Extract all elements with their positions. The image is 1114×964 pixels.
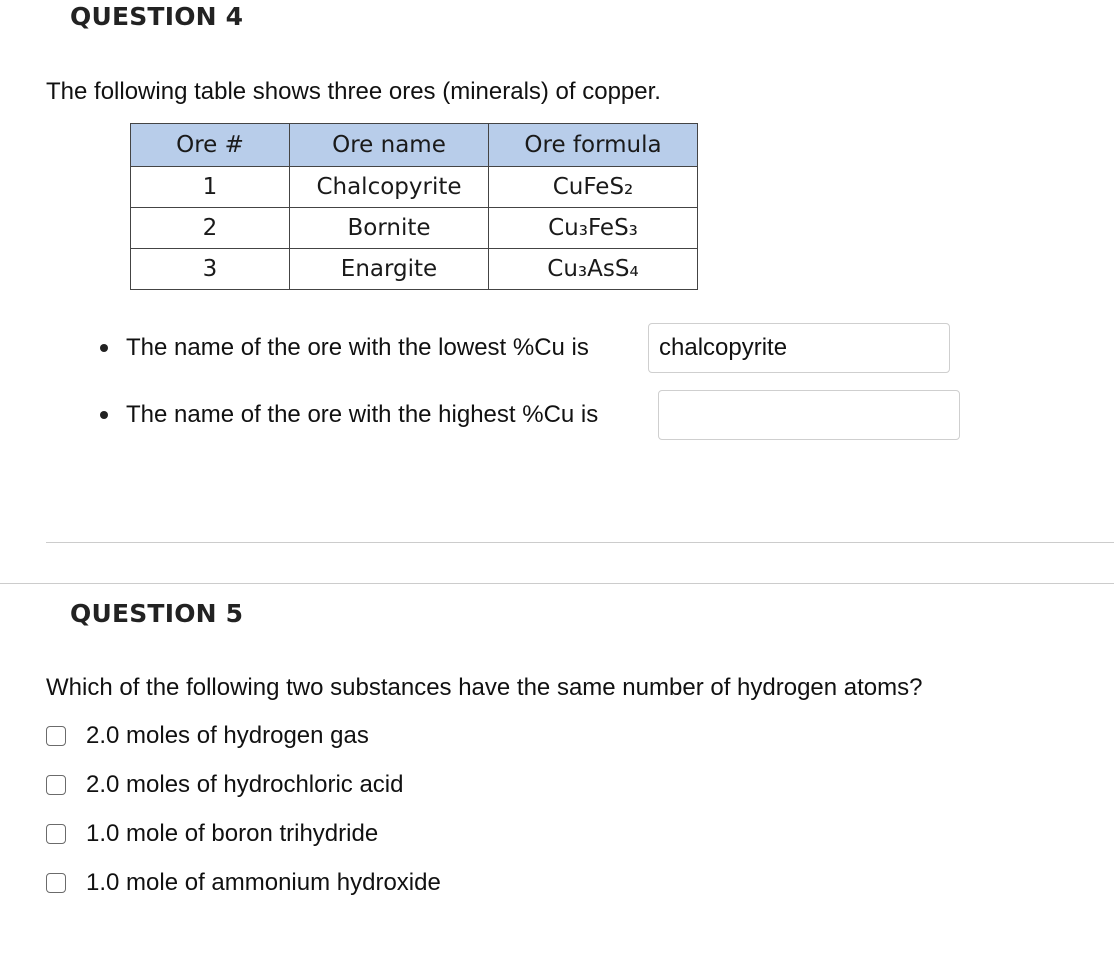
option-label: 1.0 mole of boron trihydride	[86, 820, 379, 847]
ore-name: Enargite	[290, 249, 489, 290]
bullet-icon	[100, 411, 108, 419]
highest-cu-prompt: The name of the ore with the highest %Cu is	[126, 401, 599, 428]
table-row	[131, 249, 698, 290]
highest-cu-question	[100, 401, 598, 429]
option-row[interactable]	[46, 869, 441, 897]
lowest-cu-prompt: The name of the ore with the lowest %Cu is	[126, 334, 589, 361]
ore-name: Bornite	[290, 208, 489, 249]
option-label: 2.0 moles of hydrochloric acid	[86, 771, 404, 798]
option-row[interactable]	[46, 820, 378, 848]
table-row	[131, 208, 698, 249]
table-row	[131, 167, 698, 208]
highest-cu-answer-input[interactable]	[658, 390, 960, 440]
ore-formula: Cu₃FeS₃	[489, 208, 698, 249]
question-4-intro: The following table shows three ores (minerals) of copper.	[46, 78, 661, 105]
ore-number: 2	[131, 208, 290, 249]
ore-formula: Cu₃AsS₄	[489, 249, 698, 290]
option-row[interactable]	[46, 722, 369, 750]
checkbox[interactable]	[46, 726, 66, 746]
option-label: 2.0 moles of hydrogen gas	[86, 722, 369, 749]
checkbox[interactable]	[46, 824, 66, 844]
option-label: 1.0 mole of ammonium hydroxide	[86, 869, 441, 896]
question-5-title: QUESTION 5	[70, 599, 244, 628]
question-4-title: QUESTION 4	[70, 2, 244, 31]
header-ore-name: Ore name	[290, 124, 489, 167]
option-row[interactable]	[46, 771, 403, 799]
bullet-icon	[100, 344, 108, 352]
ore-number: 3	[131, 249, 290, 290]
ore-number: 1	[131, 167, 290, 208]
checkbox[interactable]	[46, 775, 66, 795]
lowest-cu-answer-input[interactable]: chalcopyrite	[648, 323, 950, 373]
checkbox[interactable]	[46, 873, 66, 893]
lowest-cu-question	[100, 334, 589, 362]
ores-table	[130, 123, 698, 290]
table-header-row	[131, 124, 698, 167]
ore-name: Chalcopyrite	[290, 167, 489, 208]
ore-formula: CuFeS₂	[489, 167, 698, 208]
divider	[46, 542, 1114, 543]
divider	[0, 583, 1114, 584]
header-ore-formula: Ore formula	[489, 124, 698, 167]
header-ore-number: Ore #	[131, 124, 290, 167]
question-5-prompt: Which of the following two substances have the same number of hydrogen atoms?	[46, 674, 923, 701]
